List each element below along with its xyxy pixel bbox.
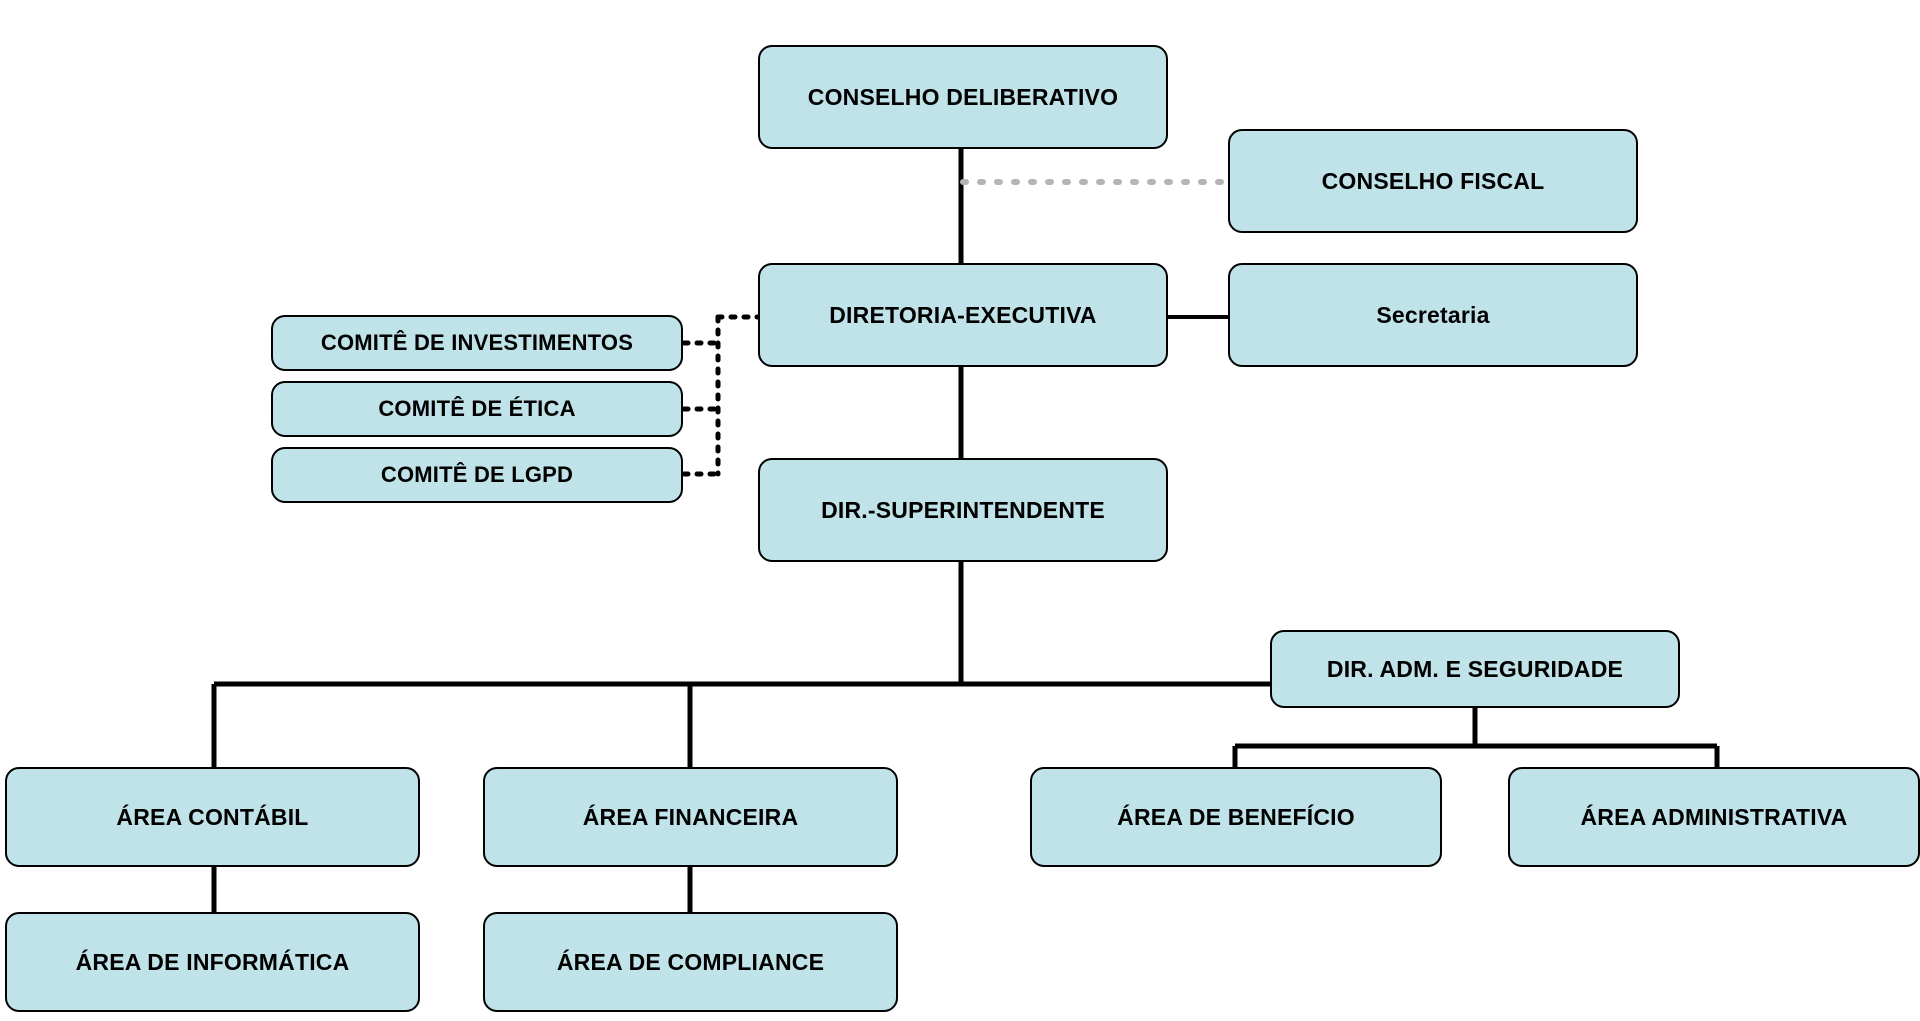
node-conselho-deliberativo[interactable] <box>758 45 1168 149</box>
node-label: ÁREA ADMINISTRATIVA <box>1580 803 1848 830</box>
node-label: ÁREA DE INFORMÁTICA <box>75 948 350 975</box>
node-area-informatica[interactable] <box>5 912 420 1012</box>
node-area-beneficio[interactable] <box>1030 767 1442 867</box>
node-area-administrativa[interactable] <box>1508 767 1920 867</box>
node-dir-adm-seguridade[interactable] <box>1270 630 1680 708</box>
node-label: ÁREA FINANCEIRA <box>582 803 799 830</box>
node-label: ÁREA DE BENEFÍCIO <box>1117 803 1355 830</box>
node-area-financeira[interactable] <box>483 767 898 867</box>
node-label: DIRETORIA-EXECUTIVA <box>829 301 1097 328</box>
node-dir-superintendente[interactable] <box>758 458 1168 562</box>
node-label: DIR.-SUPERINTENDENTE <box>821 496 1105 523</box>
node-label: DIR. ADM. E SEGURIDADE <box>1326 655 1624 682</box>
node-conselho-fiscal[interactable] <box>1228 129 1638 233</box>
node-diretoria-executiva[interactable] <box>758 263 1168 367</box>
node-label: ÁREA CONTÁBIL <box>116 803 309 830</box>
node-comite-lgpd[interactable] <box>271 447 683 503</box>
node-label: COMITÊ DE ÉTICA <box>378 396 576 422</box>
node-label: COMITÊ DE INVESTIMENTOS <box>320 330 634 356</box>
node-label: ÁREA DE COMPLIANCE <box>556 948 825 975</box>
node-comite-investimentos[interactable] <box>271 315 683 371</box>
node-label: COMITÊ DE LGPD <box>380 462 574 488</box>
node-area-compliance[interactable] <box>483 912 898 1012</box>
node-area-contabil[interactable] <box>5 767 420 867</box>
node-label: CONSELHO FISCAL <box>1321 167 1545 194</box>
node-secretaria[interactable] <box>1228 263 1638 367</box>
node-label: CONSELHO DELIBERATIVO <box>807 83 1119 110</box>
node-comite-etica[interactable] <box>271 381 683 437</box>
node-label: Secretaria <box>1376 301 1490 328</box>
